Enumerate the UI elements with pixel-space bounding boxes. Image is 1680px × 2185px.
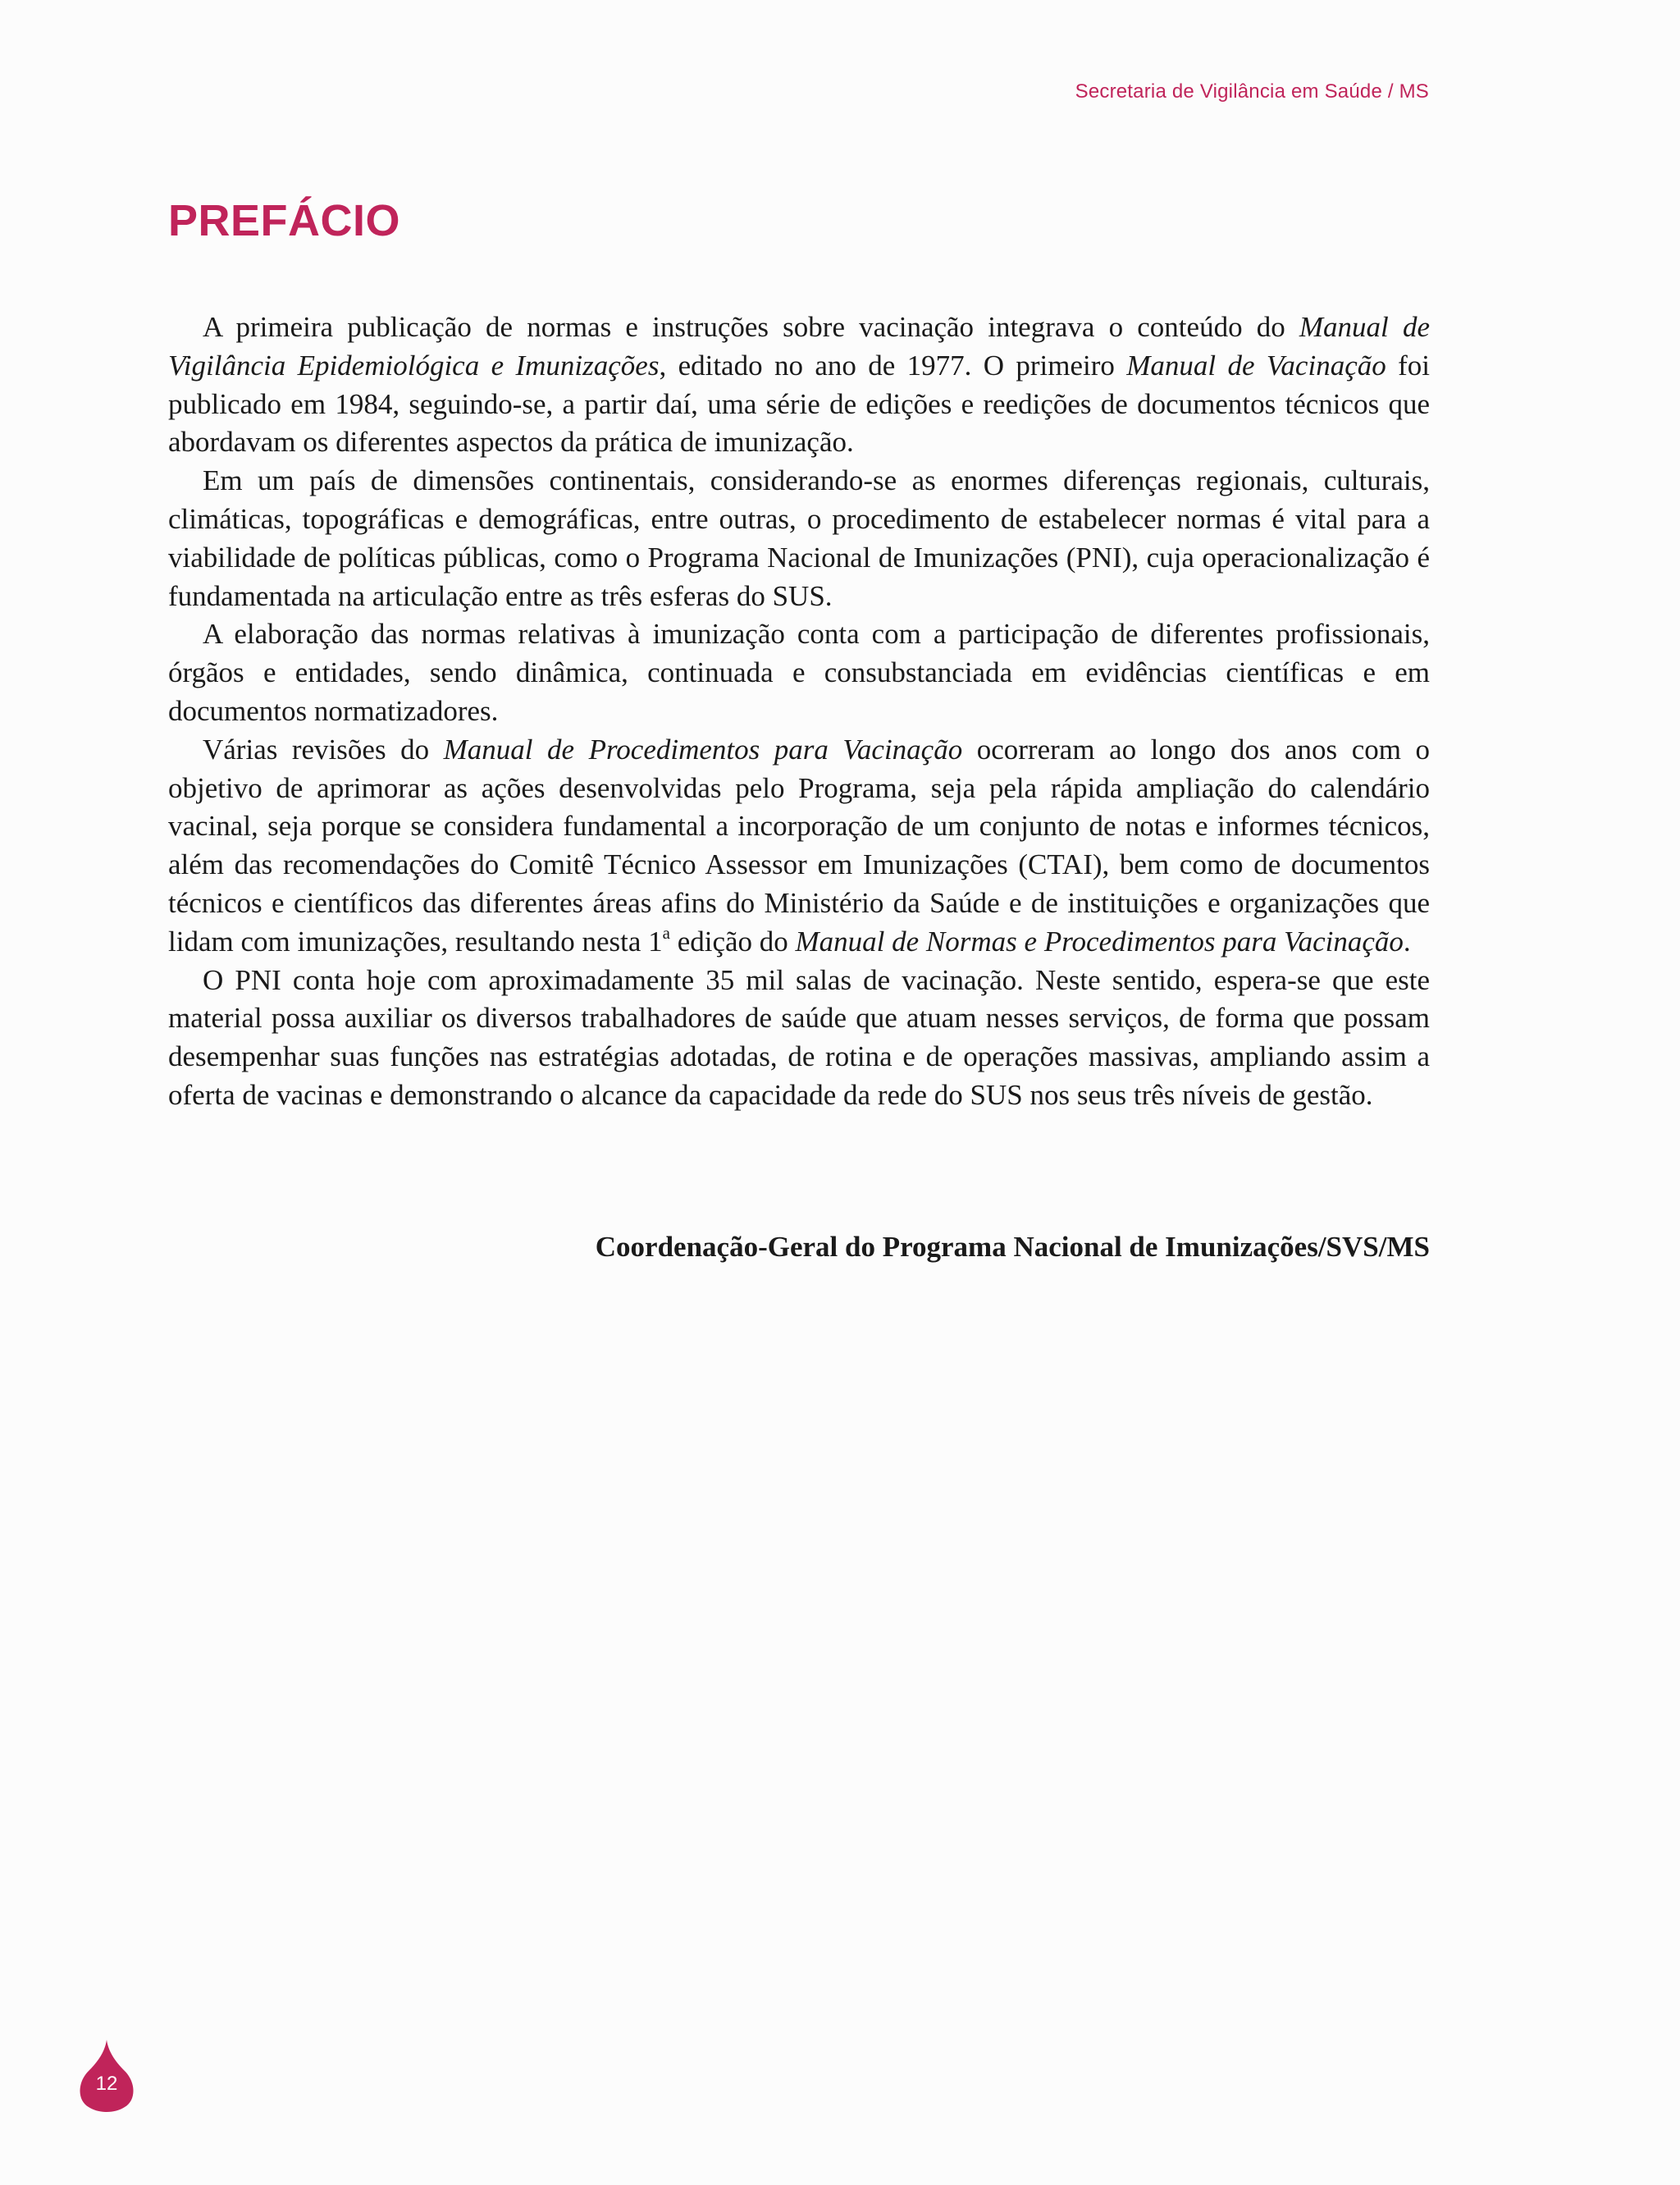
p1-manual-title-1: Manual de Vigilância Epidemiológica e Imunizações	[168, 311, 1430, 382]
p4-text-a: Várias revisões do	[203, 733, 444, 766]
p1-text-e: foi publicado em 1984, seguindo-se, a partir daí, uma série de edições e reedições de documentos técnicos que abordavam os diferentes aspectos da prática de imunização.	[168, 349, 1430, 459]
p4-ordinal-sup: a	[662, 922, 670, 943]
p4-manual-title-1: Manual de Procedimentos para Vacinação	[443, 733, 963, 766]
p1-manual-title-2: Manual de Vacinação	[1126, 349, 1386, 382]
p4-manual-title-2: Manual de Normas e Procedimentos para Vacinação	[795, 925, 1404, 958]
preface-body	[168, 309, 1430, 1115]
paragraph-1	[168, 309, 1430, 462]
p1-text-c: , editado no ano de 1977. O primeiro	[659, 349, 1127, 382]
page-number: 12	[95, 2073, 118, 2095]
paragraph-3: A elaboração das normas relativas à imunização conta com a participação de diferentes profissionais, órgãos e entidades, sendo dinâmica, continuada e consubstanciada em evidências científicas e em documentos normatizadores.	[168, 618, 1430, 727]
page-title: PREFÁCIO	[168, 196, 401, 245]
paragraph-2: Em um país de dimensões continentais, considerando-se as enormes diferenças regionais, culturais, climáticas, topográficas e demográficas, entre outras, o procedimento de estabelecer normas é vital para a viabilidade de políticas públicas, como o Programa Nacional de Imunizações (PNI), cuja operacionalização é fundamentada na articulação entre as três esferas do SUS.	[168, 464, 1430, 612]
paragraph-4	[168, 731, 1430, 962]
paragraph-5: O PNI conta hoje com aproximadamente 35 mil salas de vacinação. Neste sentido, espera-se que este material possa auxiliar os diversos trabalhadores de saúde que atuam nesses serviços, de forma que possam desempenhar suas funções nas estratégias adotadas, de rotina e de operações massivas, ampliando assim a oferta de vacinas e demonstrando o alcance da capacidade da rede do SUS nos seus três níveis de gestão.	[168, 963, 1430, 1111]
p4-text-c: ocorreram ao longo dos anos com o objetivo de aprimorar as ações desenvolvidas pelo Programa, seja pela rápida ampliação do calendário vacinal, seja porque se considera fundamental a incorporação de um conjunto de notas e informes técnicos, além das recomendações do Comitê Técnico Assessor em Imunizações (CTAI), bem como de documentos técnicos e científicos das diferentes áreas afins do Ministério da Saúde e de instituições e organizações que lidam com imunizações, resultando nesta 1	[168, 733, 1430, 958]
p1-text-a: A primeira publicação de normas e instruções sobre vacinação integrava o conteúdo do	[203, 311, 1299, 343]
p4-text-f: .	[1403, 925, 1411, 958]
running-header: Secretaria de Vigilância em Saúde / MS	[1075, 80, 1429, 103]
p4-text-d: edição do	[669, 925, 796, 958]
signature: Coordenação-Geral do Programa Nacional de Imunizações/SVS/MS	[595, 1231, 1430, 1263]
